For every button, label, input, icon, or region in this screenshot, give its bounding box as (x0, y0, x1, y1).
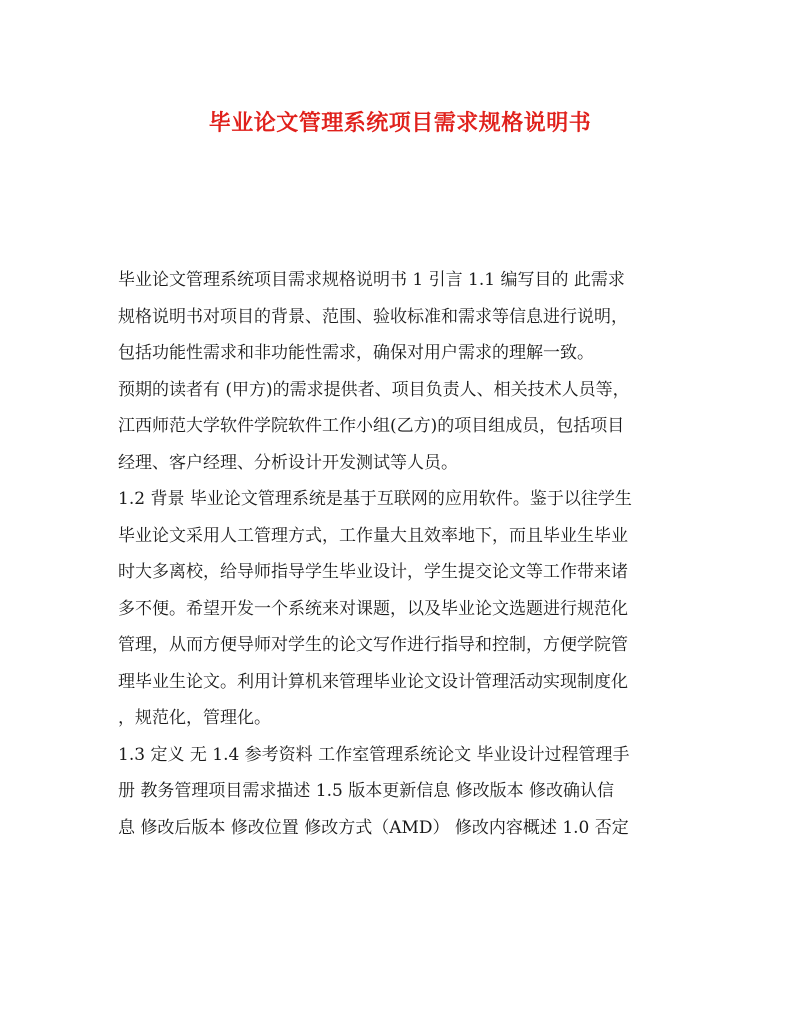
body-line-10: 多不便。希望开发一个系统来对课题，以及毕业论文选题进行规范化 (118, 598, 628, 619)
body-line-1: 毕业论文管理系统项目需求规格说明书 1 引言 1.1 编写目的 此需求 (118, 270, 625, 290)
body-line-5: 江西师范大学软件学院软件工作小组(乙方)的项目组成员，包括项目 (118, 416, 625, 436)
body-line-9: 时大多离校，给导师指导学生毕业设计，学生提交论文等工作带来诸 (118, 562, 628, 582)
document-body (118, 262, 682, 846)
body-line-16: 息 修改后版本 修改位置 修改方式（AMD） 修改内容概述 1.0 否定 (118, 817, 629, 838)
body-line-8: 毕业论文采用人工管理方式，工作量大且效率地下，而且毕业生毕业 (118, 525, 628, 546)
body-line-15: 册 教务管理项目需求描述 1.5 版本更新信息 修改版本 修改确认信 (118, 781, 615, 801)
body-line-2: 规格说明书对项目的背景、范围、验收标准和需求等信息进行说明， (118, 306, 628, 327)
body-line-13: ，规范化，管理化。 (118, 708, 271, 728)
body-line-7: 1.2 背景 毕业论文管理系统是基于互联网的应用软件。鉴于以往学生 (118, 489, 632, 509)
body-line-4: 预期的读者有 (甲方)的需求提供者、项目负责人、相关技术人员等， (118, 379, 630, 400)
body-line-11: 管理，从而方便导师对学生的论文写作进行指导和控制，方便学院管 (118, 635, 628, 655)
body-line-14: 1.3 定义 无 1.4 参考资料 工作室管理系统论文 毕业设计过程管理手 (118, 744, 630, 765)
document-title: 毕业论文管理系统项目需求规格说明书 (208, 110, 592, 136)
body-line-12: 理毕业生论文。利用计算机来管理毕业论文设计管理活动实现制度化 (118, 671, 628, 692)
body-line-3: 包括功能性需求和非功能性需求，确保对用户需求的理解一致。 (118, 343, 594, 363)
body-line-6: 经理、客户经理、分析设计开发测试等人员。 (118, 452, 458, 473)
